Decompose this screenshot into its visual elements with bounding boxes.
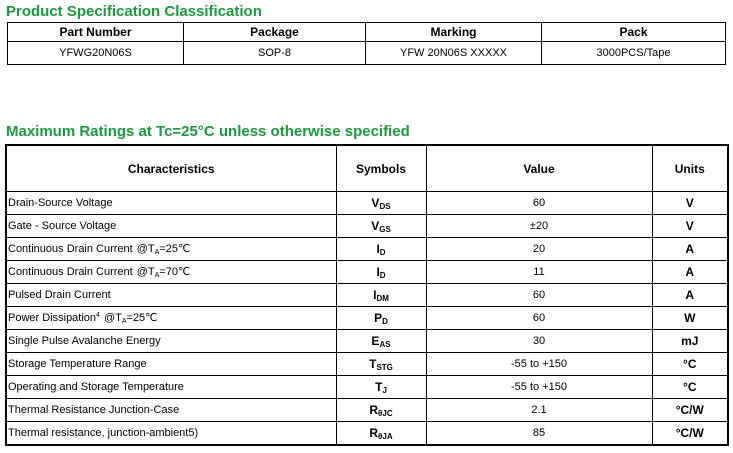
rating-row [6, 215, 728, 238]
characteristic-cell [6, 422, 336, 446]
part-number-value: YFWG20N06S [8, 42, 184, 65]
symbol-subscript: θJA [378, 431, 393, 441]
value-cell: -55 to +150 [426, 353, 652, 376]
symbol-letter: I [373, 287, 377, 302]
header-symbols: Symbols [336, 145, 426, 192]
value-cell: 2.1 [426, 399, 652, 422]
symbol-subscript: D [382, 316, 388, 326]
characteristic-cell [6, 284, 336, 307]
package-value: SOP-8 [184, 42, 366, 65]
unit-cell: A [652, 238, 728, 261]
header-units: Units [652, 145, 728, 192]
characteristic-cell [6, 376, 336, 399]
value-cell: 20 [426, 238, 652, 261]
symbol-subscript: J [382, 385, 387, 395]
max-ratings-header-row [6, 145, 728, 192]
header-value: Value [426, 145, 652, 192]
test-condition: @TA=70℃ [136, 266, 191, 279]
unit-cell: W [652, 307, 728, 330]
unit-cell: °C/W [652, 422, 728, 446]
characteristic-label: Single Pulse Avalanche Energy [8, 335, 161, 347]
unit-cell: °C [652, 353, 728, 376]
symbol-cell [336, 422, 426, 446]
rating-row [6, 353, 728, 376]
max-ratings-table [5, 144, 729, 446]
symbol-cell [336, 376, 426, 399]
symbol-subscript: STG [376, 362, 393, 372]
symbol-cell [336, 307, 426, 330]
symbol-subscript: θJC [378, 408, 393, 418]
symbol-letter: E [371, 333, 380, 348]
characteristic-cell [6, 215, 336, 238]
rating-row [6, 307, 728, 330]
symbol-cell [336, 353, 426, 376]
characteristic-cell [6, 353, 336, 376]
symbol-subscript: GS [379, 224, 391, 234]
rating-row [6, 238, 728, 261]
value-cell: 30 [426, 330, 652, 353]
marking-value: YFW 20N06S XXXXX [366, 42, 542, 65]
unit-cell: °C [652, 376, 728, 399]
footnote-marker: 4 [96, 312, 100, 319]
symbol-subscript: D [379, 247, 386, 257]
value-cell: 60 [426, 284, 652, 307]
symbol-cell [336, 238, 426, 261]
characteristic-cell [6, 330, 336, 353]
rating-row [6, 399, 728, 422]
symbol-letter: P [374, 310, 383, 325]
characteristic-cell [6, 399, 336, 422]
characteristic-cell [6, 192, 336, 215]
symbol-letter: R [369, 402, 379, 417]
characteristic-label: Operating and Storage Temperature [8, 381, 184, 393]
product-spec-row [8, 42, 726, 65]
test-condition: @TA=25℃ [136, 243, 191, 256]
symbol-letter: T [375, 379, 383, 394]
characteristic-label: Power Dissipation [8, 312, 97, 324]
value-cell: -55 to +150 [426, 376, 652, 399]
characteristic-label: Thermal Resistance Junction-Case [8, 404, 180, 416]
characteristic-cell [6, 261, 336, 284]
rating-row [6, 284, 728, 307]
symbol-letter: I [376, 264, 380, 279]
symbol-letter: T [369, 356, 377, 371]
value-cell: 11 [426, 261, 652, 284]
value-cell: 60 [426, 192, 652, 215]
symbol-cell [336, 261, 426, 284]
max-ratings-title: Maximum Ratings at Tc=25°C unless otherwise specified [6, 123, 410, 140]
rating-row [6, 330, 728, 353]
symbol-cell [336, 330, 426, 353]
unit-cell: °C/W [652, 399, 728, 422]
symbol-subscript: D [379, 270, 386, 280]
symbol-subscript: AS [379, 339, 391, 349]
unit-cell: V [652, 215, 728, 238]
unit-cell: V [652, 192, 728, 215]
product-spec-title: Product Specification Classification [6, 3, 262, 20]
symbol-letter: V [371, 195, 380, 210]
symbol-cell [336, 192, 426, 215]
characteristic-label: Gate - Source Voltage [8, 220, 117, 232]
rating-row [6, 422, 728, 446]
value-cell: 85 [426, 422, 652, 446]
symbol-letter: I [376, 241, 380, 256]
unit-cell: mJ [652, 330, 728, 353]
characteristic-label: Continuous Drain Current [8, 243, 133, 255]
rating-row [6, 192, 728, 215]
characteristic-label: Thermal resistance, junction-ambient5) [8, 427, 199, 439]
unit-cell: A [652, 261, 728, 284]
product-spec-header-row [8, 23, 726, 42]
symbol-cell [336, 399, 426, 422]
characteristic-cell [6, 238, 336, 261]
test-condition: @TA=25℃ [103, 312, 158, 325]
header-marking: Marking [366, 23, 542, 42]
pack-value: 3000PCS/Tape [542, 42, 726, 65]
characteristic-label: Pulsed Drain Current [8, 289, 111, 301]
rating-row [6, 376, 728, 399]
value-cell: ±20 [426, 215, 652, 238]
characteristic-label: Storage Temperature Range [8, 358, 147, 370]
unit-cell: A [652, 284, 728, 307]
rating-row [6, 261, 728, 284]
symbol-cell [336, 215, 426, 238]
characteristic-label: Drain-Source Voltage [8, 197, 113, 209]
header-package: Package [184, 23, 366, 42]
header-characteristics: Characteristics [6, 145, 336, 192]
symbol-letter: R [369, 425, 379, 440]
symbol-cell [336, 284, 426, 307]
characteristic-cell [6, 307, 336, 330]
header-part-number: Part Number [8, 23, 184, 42]
symbol-subscript: DM [376, 293, 389, 303]
symbol-subscript: DS [379, 201, 391, 211]
value-cell: 60 [426, 307, 652, 330]
characteristic-label: Continuous Drain Current [8, 266, 133, 278]
product-spec-table [7, 22, 726, 65]
symbol-letter: V [371, 218, 380, 233]
header-pack: Pack [542, 23, 726, 42]
